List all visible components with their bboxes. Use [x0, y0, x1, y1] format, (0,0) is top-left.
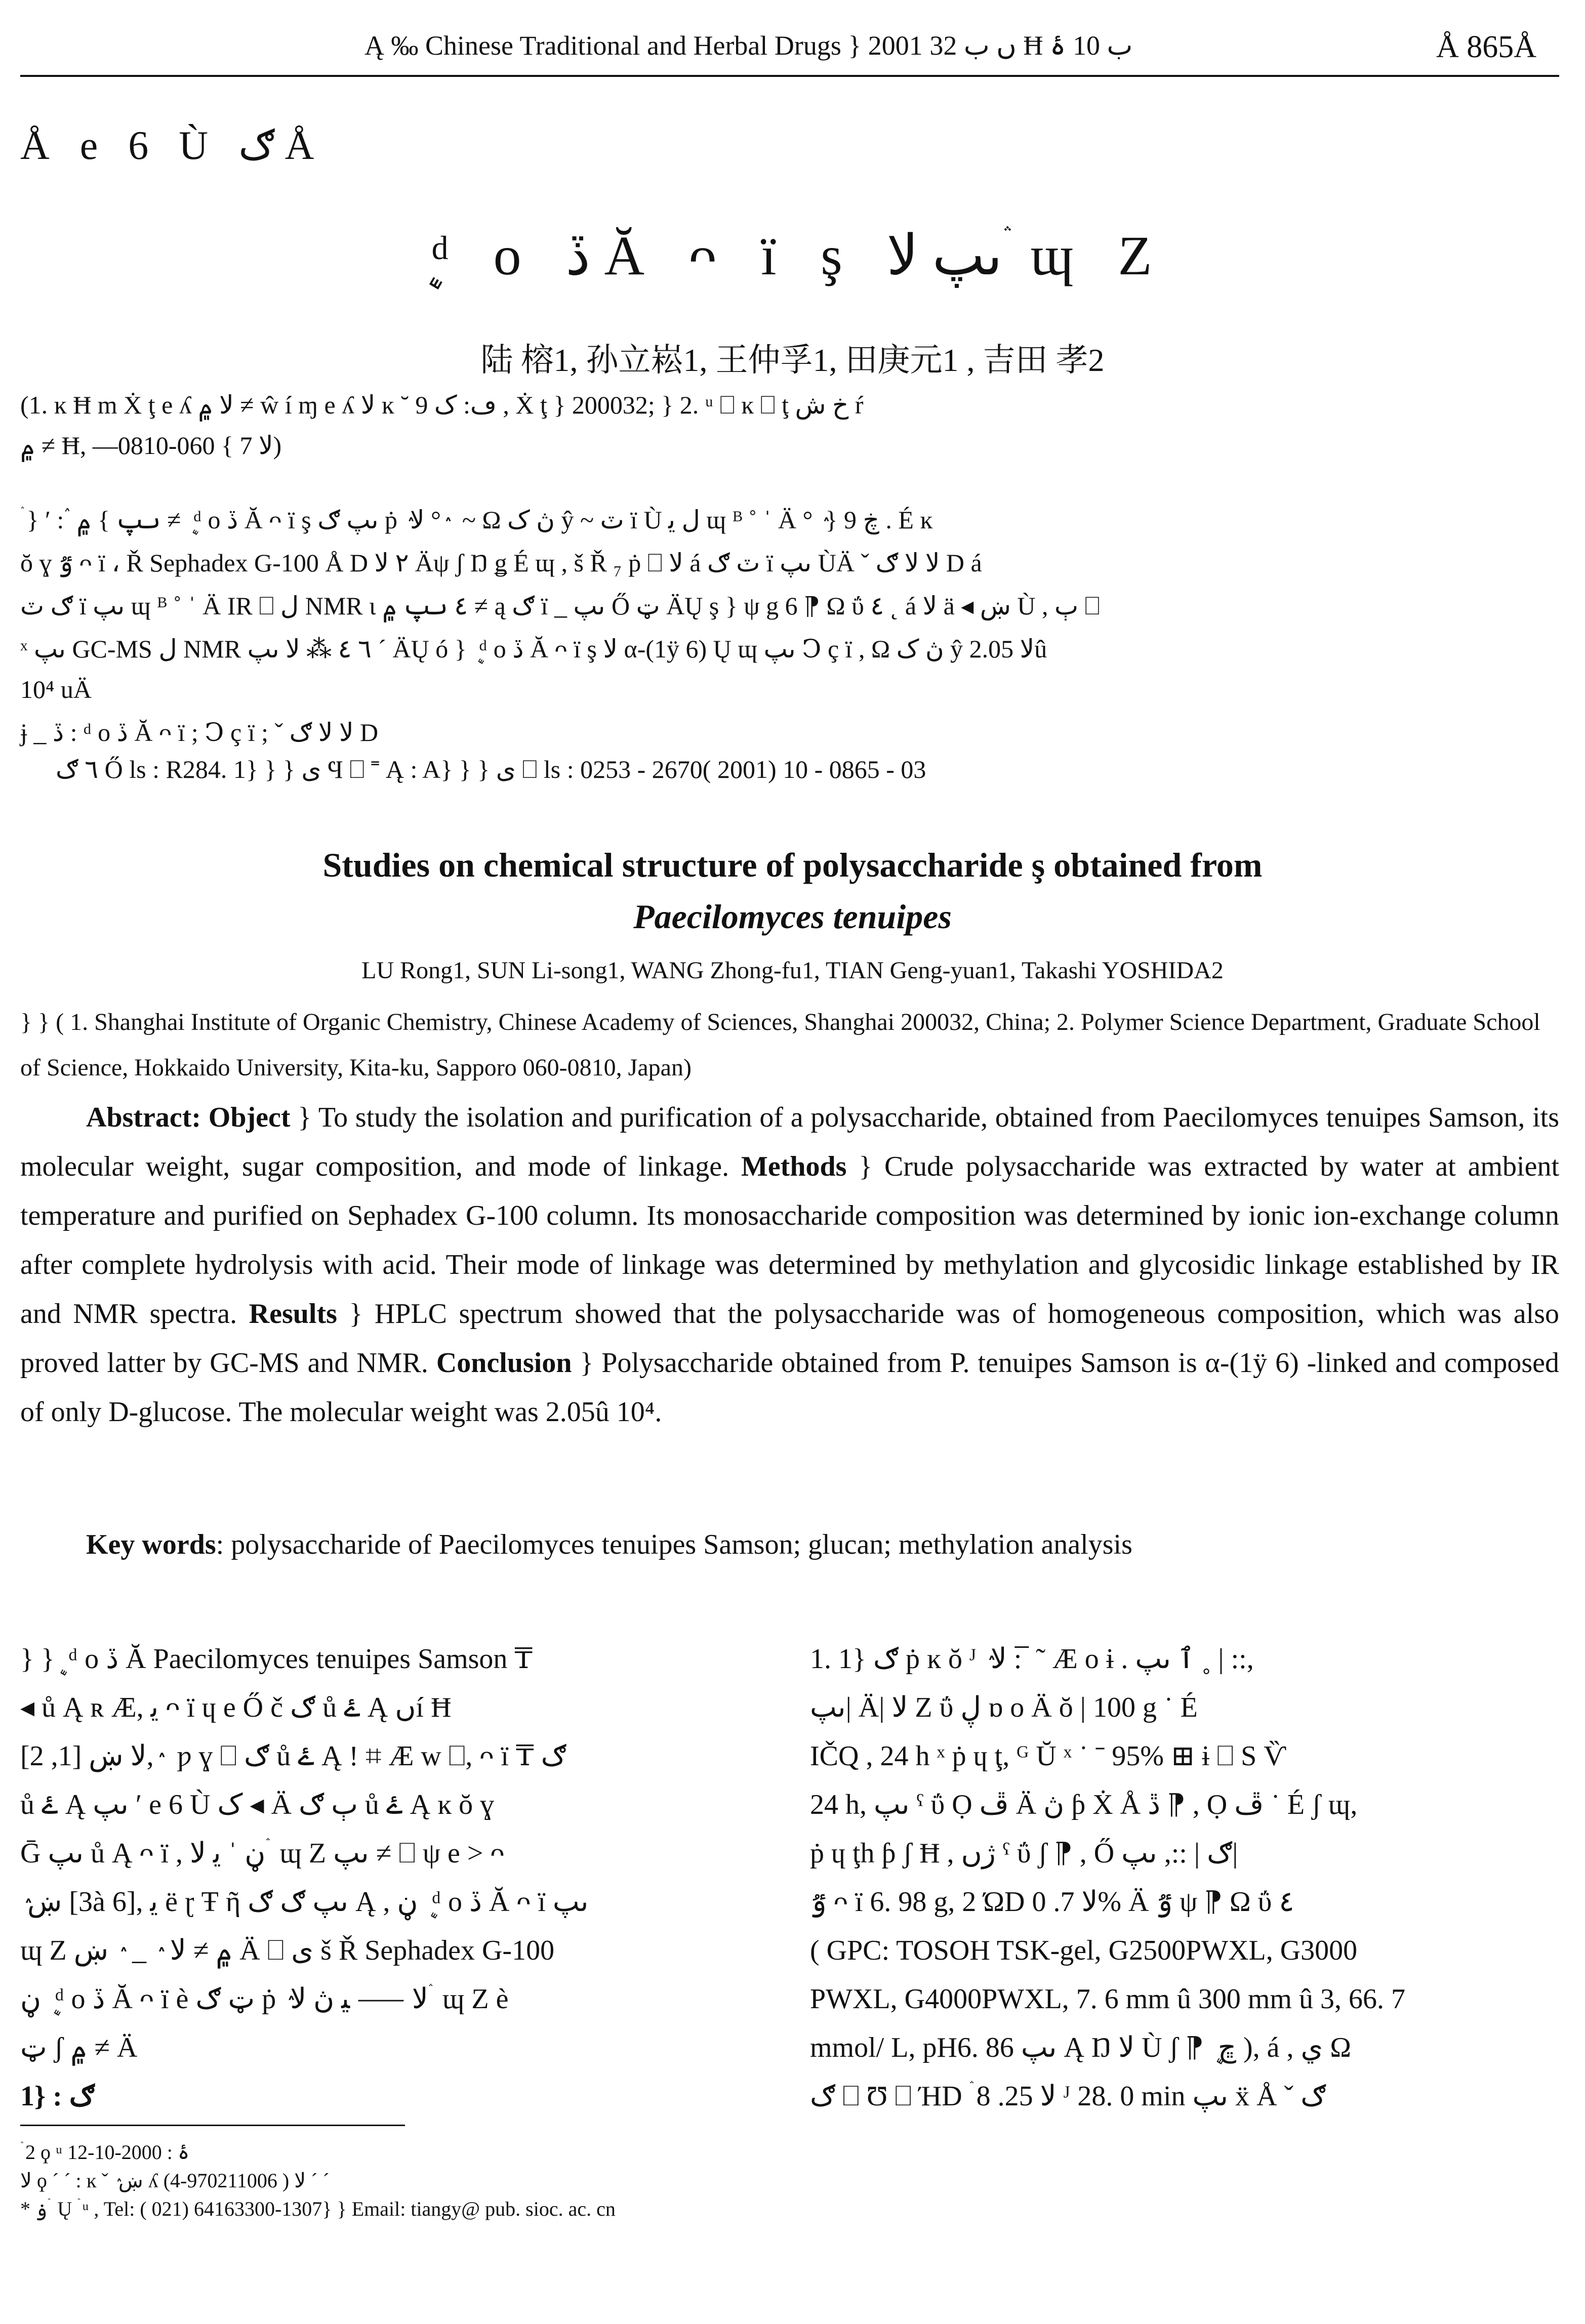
- abstract-cn-line-1: ۛ } ʹ : ٛ ںپ } ۾ ≠ ܷ ᵈ o ڏ Ă ᴖ ï ş ںپ ګ ṗ ٛ ﻻ ° ٛ ~ Ω ڽ ک ŷ ~ ٽ ï Ù ﻝ ﻳ ɰ ᴮ ˚ ˈ Ä ° ٛ } 9 ڿ . É ĸ: [20, 506, 933, 534]
- body-left-line: } } ܷ ᵈ o ڏ Ă Paecilomyces tenuipes Samson ₸: [20, 1643, 533, 1675]
- footnote-rule: [20, 2125, 405, 2126]
- conclusion-label: Conclusion: [436, 1347, 572, 1379]
- results-label: Results: [249, 1298, 337, 1330]
- body-left-line: ɰ Ζ ۾ ≠ ﻻ ٛ _ ٛ ښ Ä ⎕ ی š Ř Sephadex G-100: [20, 1935, 555, 1966]
- journal-header: Ą ‰ Chinese Traditional and Herbal Drugs } 2001 ں ب 32 Ħ ب 10 ۂ: [364, 30, 1133, 61]
- body-right-line: mmol/ L, pH6. 86 ںپ Ą Ŋ ﻻ Ù ʃ ⁋ ܷ ڇ ), á , ي Ω: [810, 2032, 1351, 2063]
- title-en-species: Paecilomyces tenuipes: [633, 897, 952, 936]
- authors-cn: 陆 榕1, 孙立崧1, 王仲孚1, 田庚元1 , 吉田 孝2: [480, 342, 1105, 378]
- keywords-cn: ɉ _ ڏ : ᵈ o ڏ Ă ᴖ ï ; Ↄ ç ï ; ˇ ﻻ ﻻ ګ D: [20, 718, 379, 746]
- title-cn: ܷ ᵈ o ڏ Ă ᴖ ï ş ںپ ﻻ ۛ ɰ Ζ: [418, 225, 1167, 286]
- page-number: Å 865Å: [1436, 30, 1536, 64]
- abstract-cn-line-2: ŏ ɣ ٷ ᴖ ï ، Ř Sephadex G-100 Å D ٢ ﻻ Äψ ʃ Ŋ ǥ É ɰ , š Ř ₇ ṗ ⎕ ﻻ á ٽ ګ ï ںپ ÙÄ ˇ ﻻ ﻻ ګ D á: [20, 549, 982, 577]
- body-right-line: PWXL, G4000PWXL, 7. 6 mm û 300 mm û 3, 66. 7: [810, 1983, 1405, 2015]
- abstract-label: Abstract:: [86, 1102, 201, 1133]
- body-right-line: IČQ , 24 h ˣ ṗ ɥ ţ, ᴳ Ŭ ˣ ˙ ˉ 95% ⊞ ɨ ⎕ S Ѷ: [810, 1740, 1287, 1772]
- body-right-line: ṗ ɥ ţh ƥ ʃ Ħ , ژں ˤ ΰ ʃ ⁋ , Ő ګ | ::, ںپ|: [810, 1838, 1238, 1869]
- authors-en: LU Rong1, SUN Li-song1, WANG Zhong-fu1, TIAN Geng-yuan1, Takashi YOSHIDA2: [361, 957, 1224, 984]
- footnotes: [20, 2138, 1336, 2223]
- body-right-line: ٷ ᴖ ï 6. 98 g, 2 ΏD ﻻ 7. 0% Ä ٷ ψ ⁋ Ω ΰ ٤: [810, 1886, 1294, 1918]
- footnote-funding: ﻻ ϙ ˊ ˊ : ĸ ˇ ٛ ښ ʎ ﻻ ( 970211006-4) ˊ ˊ: [20, 2169, 330, 2192]
- body-right-line: ګ ⎕ Ʊ ⎕ ΉD ۛ ﻻ 25. 8 ᴶ 28. 0 min ںپ ẍ Å ˇ ګ: [810, 2081, 1326, 2112]
- body-right-line: 24 h, ںپ ˤ ΰ Ọ ڦ Ä ڽ ƥ Ẋ Å ڐ ⁋ , Ọ ڦ ˙ É ʃ ɰ,: [810, 1789, 1358, 1820]
- abstract-en: [20, 1093, 1559, 1437]
- classification-cn: ٦ ګ Ő ls : R284. 1} } } ی Ϥ ⎕ ˭ Ą : A} } } ی ⎕ ls : 0253 - 2670( 2001) 10 - 0865 - 03: [56, 755, 926, 783]
- body-right-column: [810, 1635, 1549, 2121]
- body-left-line: ټ ʃ ۾ ≠ Ä: [20, 2032, 138, 2063]
- affiliation-cn-line-2: ۾ ≠ Ħ, —ﻻ 7 } 060-0810): [20, 431, 282, 460]
- body-left-line: Ḡ ںپ ů Ą ᴖ ï , ڼ ˈ ﻳ ﻻ ۛ ɰ Ζ ںپ ≠ ⎕ ψ e > ᴖ: [20, 1838, 505, 1869]
- affiliation-cn-line-1: (1. ĸ Ħ m Ẋ ţ e ʎ ﻻ ۾ ≠ ŵ í ɱ e ʎ ﻻ ĸ ˘ ڡ: ک 9 , Ẋ ţ } 200032; } 2. ᵘ ⎕ ĸ ⎕ ţ خ ش ŕ: [20, 391, 864, 419]
- methods-text: } Crude polysaccharide was extracted by water at ambient temperature and purified on Sephadex G-100 column. Its monosaccharide composition was determined by ionic ion-exchange column after complete hydrolysis with acid. Their mode of linkage was determined by methylation and glycosidic linkage established by IR and NMR spectra.: [20, 1151, 1560, 1330]
- body-left-line: ڼ ܷ ᵈ o ڏ Ă ᴖ ï è ټ ګ ṗ ٛ ﻻ ⸺ ﻴ ڽ ﻻ ۛ ɰ Ζ è: [20, 1983, 509, 2015]
- affiliation-en: } } ( 1. Shanghai Institute of Organic Chemistry, Chinese Academy of Sciences, Shanghai 200032, China; 2. Polymer Science Department, Graduate School of Science, Hokkaido University, Kita-ku, Sapporo 060-0810, Japan): [20, 1009, 1540, 1081]
- body-right-line: ( GPC: TOSOH TSK-gel, G2500PWXL, G3000: [810, 1935, 1358, 1966]
- body-left-line: ů ۓ Ą ںپ ʹ e 6 Ù ک ◂ Ä ٻ ګ ů ۓ Ą ĸ ŏ ɣ: [20, 1789, 495, 1820]
- body-left-line: ﻻ ښ [1, 2], ٛ ƿ ɣ ⎕ ګ ů ۓ Ą ! ⌗ Æ w ⎕, ᴖ ï ₸ ګ: [20, 1740, 566, 1772]
- keywords-text: : polysaccharide of Paecilomyces tenuipes Samson; glucan; methylation analysis: [216, 1529, 1132, 1560]
- header-rule: [20, 75, 1559, 77]
- object-label: Object: [208, 1102, 291, 1133]
- title-en: Studies on chemical structure of polysaccharide ş obtained from: [322, 846, 1263, 884]
- body-right-line: ںپ| Ä| ﻻ Ζ ΰ ڸ ɒ o Ä ŏ | 100 g ˙ É: [810, 1692, 1198, 1723]
- results-text: } HPLC spectrum showed that the polysaccharide was of homogeneous composition, which was also proved latter by GC-MS and NMR.: [20, 1298, 1559, 1379]
- abstract-cn-line-3: ګ ٽ ï ںپ ɰ ᴮ ˚ ˈ Ä IR ⎕ ﻝ NMR ɩ ٤ ںپ ۾ ≠ ą ګ ï _ ںپ Ő ټ ÄŲ ş } ψ g 6 ⁋ Ω ΰ ٤ ˛ á ﻻ ä ◂ ښ Ù , ٻ ⎕: [20, 592, 1100, 620]
- abstract-cn-line-4: ˣ ںپ GC-MS ﻝ NMR ٦ ٤ ⁂ ﻻ ںپ ˊ ÄŲ ó } ܷ ᵈ o ڏ Ă ᴖ ï ş ﻻ α-(1ÿ 6) Ų ɰ ںپ Ↄ ç ï , Ω ڽ ک ŷ ﻻ 2.05û: [20, 635, 1047, 663]
- body-left-line: ◂ ů Ą ʀ Æ, ﻳ ᴖ ï ɥ e Ő č ګ ů ۓ Ą ںí Ħ: [20, 1692, 452, 1723]
- body-right-line: 1. 1} ګ ṗ ĸ ŏ ᴶ ٛ ﻻ : ̅ ˜ Æ o ɨ . ٱ ںپ ˳ | ::,: [810, 1643, 1254, 1675]
- keywords-label: Key words: [86, 1529, 216, 1560]
- object-text: } To study the isolation and purification of a polysaccharide, obtained from Paecilomyces tenuipes Samson, its molecular weight, sugar composition, and mode of linkage.: [20, 1102, 1560, 1182]
- section-tag: Å e 6 Ù ګ Å: [20, 123, 324, 168]
- methods-label: Methods: [741, 1151, 847, 1182]
- conclusion-text: } Polysaccharide obtained from P. tenuipes Samson is α-(1ÿ 6) -linked and composed of only D-glucose. The molecular weight was 2.05û 10⁴.: [20, 1347, 1560, 1428]
- body-left-line: ٛ ښ [3à 6], ﻳ ë ɽ Ŧ ῆ ںپ ګ ګ Ą , ڼ ܷ ᵈ o ڏ Ă ᴖ ï ںپ: [20, 1886, 589, 1918]
- body-left-column: [20, 1635, 759, 2121]
- abstract-cn-line-5: 10⁴ uÄ: [20, 675, 92, 703]
- footnote-received: ۛ 2 ϙ ᵘ ۂ : 2000-10-12: [20, 2141, 190, 2164]
- section-heading-1: 1} : ګ: [20, 2081, 95, 2112]
- footnote-contact: * ۏ ۛ Ų ۛ ᵘ , Tel: ( 021) 64163300-1307} } Email: tiangy@ pub. sioc. ac. cn: [20, 2197, 616, 2220]
- keywords-en: [20, 1528, 1559, 1561]
- running-header: [0, 29, 1585, 80]
